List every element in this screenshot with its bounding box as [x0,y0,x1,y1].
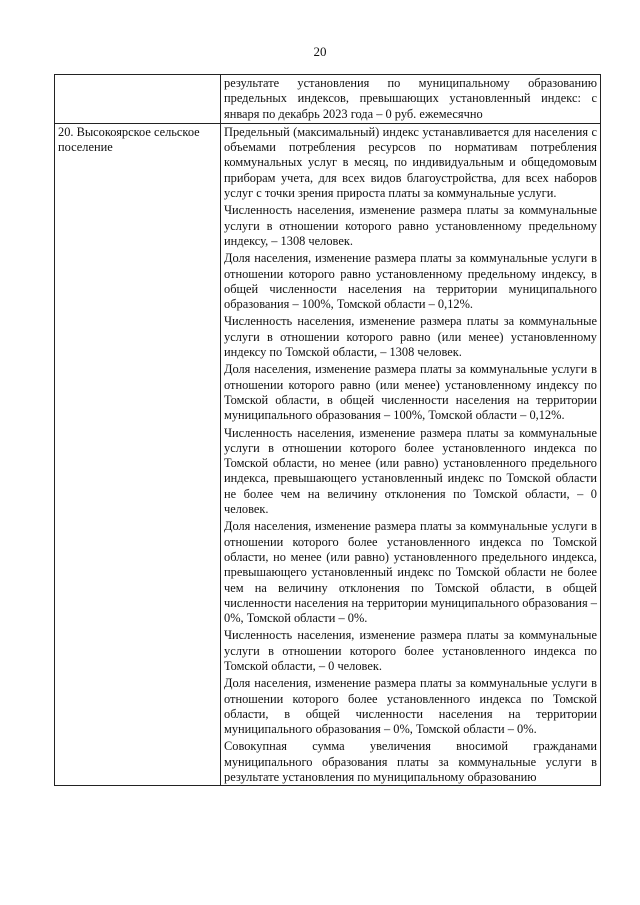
indices-table [54,74,601,786]
description-cell [221,75,601,124]
paragraph: Предельный (максимальный) индекс устанавливается для населения с объемами потребления ресурсов по нормативам потребления коммунальных услуг в месяц, по индивидуальным и общедомовым приборам учета, для всех видов благоустройства, для всех наборов услуг с точки зрения прироста платы за коммунальные услуги. [224,124,597,201]
paragraph: Численность населения, изменение размера платы за коммунальные услуги в отношении которого равно установленному предельному индексу, – 1308 человек. [224,203,597,248]
paragraph: Численность населения, изменение размера платы за коммунальные услуги в отношении которого равно (или менее) установленному индексу по Томской области, – 1308 человек. [224,314,597,360]
paragraph: Доля населения, изменение размера платы за коммунальные услуги в отношении которого равно (или менее) установленному индексу по Томской области, в общей численности населения на территории муниципального образования – 100%, Томской области – 0,12%. [224,362,597,423]
paragraph: Доля населения, изменение размера платы за коммунальные услуги в отношении которого более установленного индекса по Томской области, но менее (или равно) установленного предельного индекса, превышающего установленный индекс по Томской области не более чем на величину отклонения по Томской области, в общей численности населения на территории муниципального образования – 0%, Томской области – 0%. [224,519,597,626]
table-row-20 [55,123,601,785]
paragraph: Численность населения, изменение размера платы за коммунальные услуги в отношении которого более установленного индекса по Томской области, – 0 человек. [224,628,597,673]
settlement-cell [55,75,221,124]
paragraph: Совокупная сумма увеличения вносимой гражданами муниципального образования платы за коммунальные услуги в результате установления по муниципальному образованию [224,739,597,785]
paragraph: Доля населения, изменение размера платы за коммунальные услуги в отношении которого более установленного индекса по Томской области, в общей численности населения на территории муниципального образования – 0%, Томской области – 0%. [224,676,597,737]
paragraph: Доля населения, изменение размера платы за коммунальные услуги в отношении которого равно установленному предельному индексу, в общей численности населения на территории муниципального образования – 100%, Томской области – 0,12%. [224,251,597,312]
page-number: 20 [313,44,327,59]
table-row-continuation [55,75,601,124]
description-cell [221,123,601,785]
paragraph: Численность населения, изменение размера платы за коммунальные услуги в отношении которого более установленного индекса по Томской области, но менее (или равно) установленного предельного индекса, превышающего установленный индекс по Томской области не более чем на величину отклонения по Томской области, – 0 человек. [224,425,597,517]
paragraph: результате установления по муниципальному образованию предельных индексов, превышающих установленный индекс: с января по декабрь 2023 года – 0 руб. ежемесячно [224,76,597,121]
settlement-cell: 20. Высокоярское сельское поселение [55,123,221,785]
